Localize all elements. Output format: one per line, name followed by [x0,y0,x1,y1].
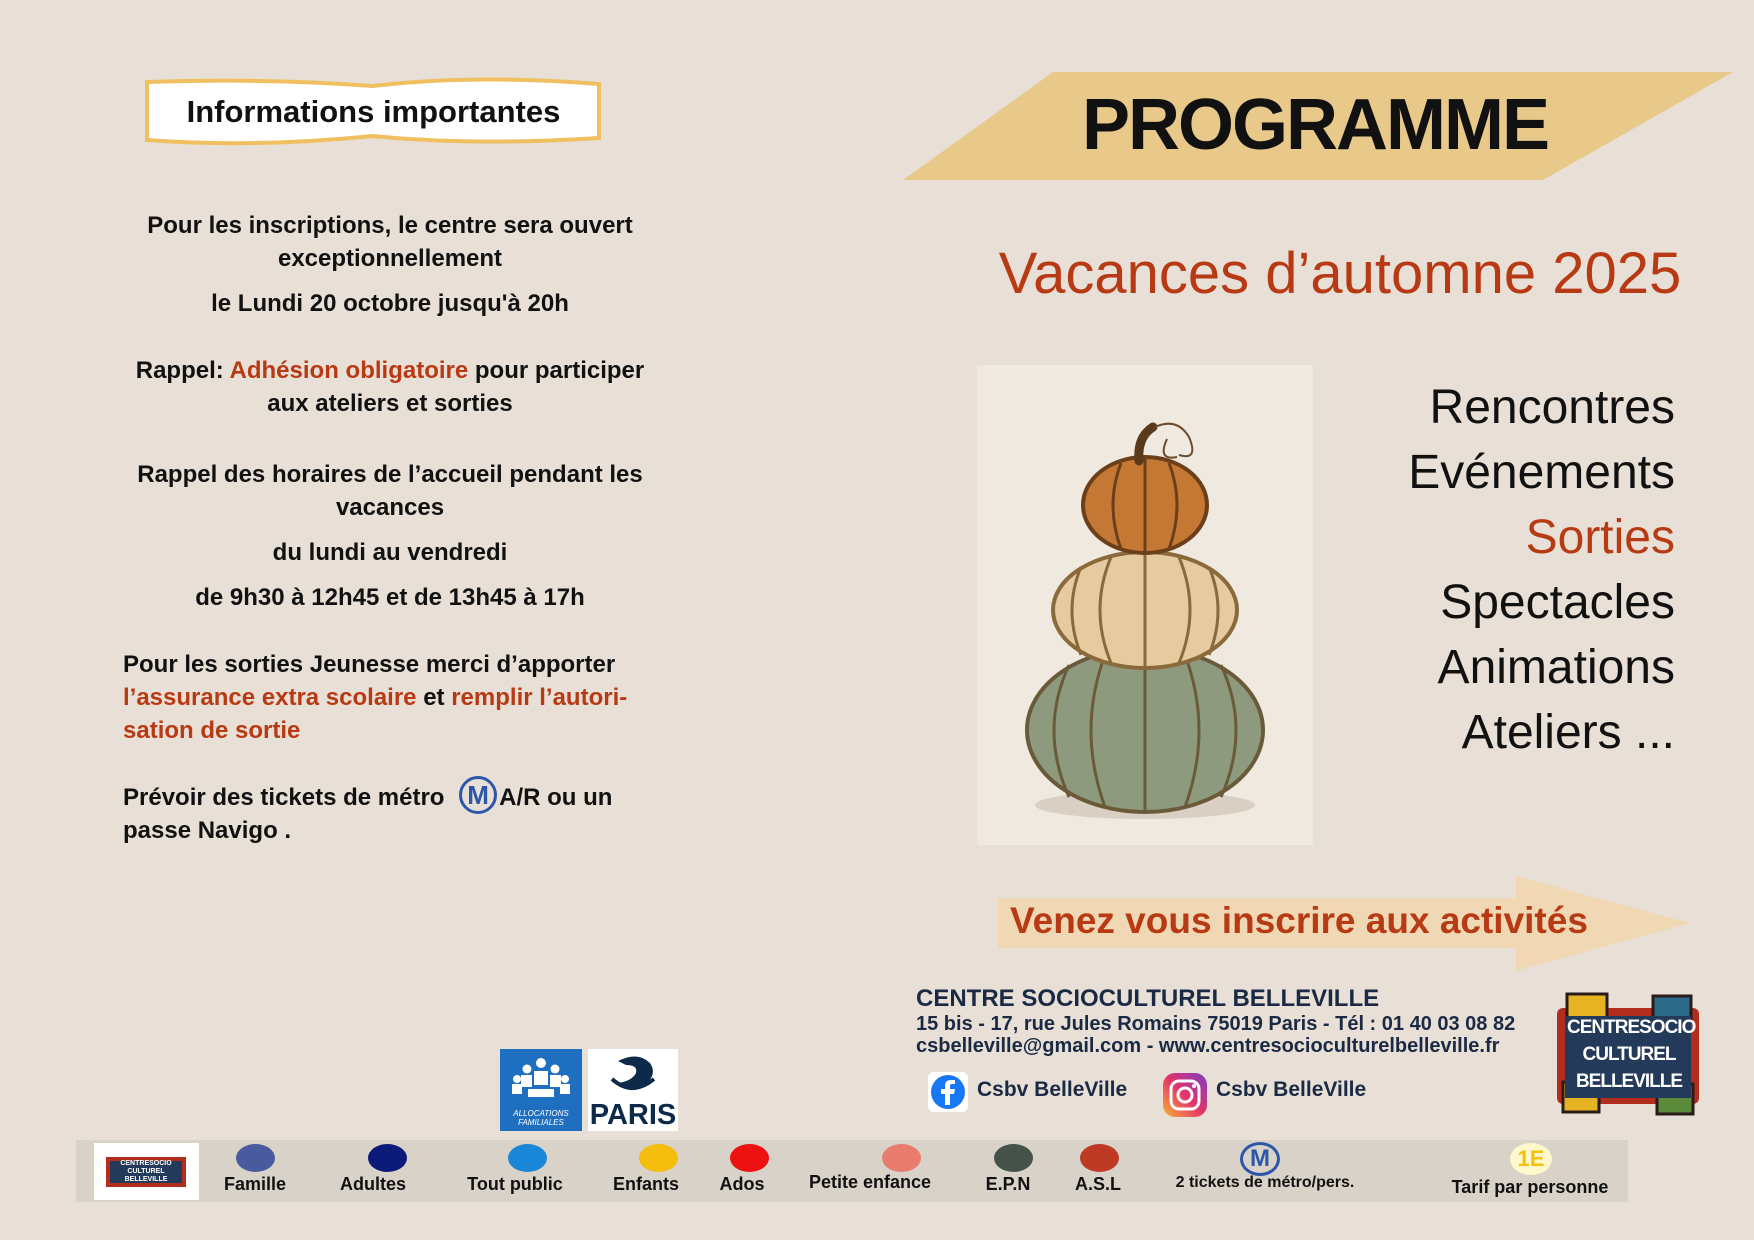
paris-ship-icon [588,1049,678,1099]
metro-icon [459,776,497,814]
rappel-line-2: aux ateliers et sorties [267,390,513,417]
centre-contact[interactable]: csbelleville@gmail.com - www.centresocioculturelbelleville.fr [916,1035,1500,1057]
activities-list [1380,380,1675,780]
centre-name: CENTRE SOCIOCULTUREL BELLEVILLE [916,985,1380,1012]
legend-dot-petite-enfance [882,1144,921,1172]
legend-label-adultes: Adultes [339,1174,406,1194]
horaires-line-2: vacances [335,494,445,521]
horaires-line-1: Rappel des horaires de l’accueil pendant les [137,461,643,488]
logo-line-2: CULTUREL [1582,1044,1676,1065]
paris-logo [588,1049,678,1131]
legend-label-ados: Ados [719,1174,765,1194]
instagram-icon[interactable] [1162,1072,1208,1118]
legend-label-petite-enfance: Petite enfance [808,1172,932,1192]
activity-rencontres: Rencontres [1429,381,1675,434]
legend-logo-line-2: CULTUREL [127,1168,165,1175]
adhesion-highlight: Adhésion obligatoire [229,357,469,384]
legend-dot-epn [994,1144,1033,1172]
caf-logo [500,1049,582,1131]
legend-label-tout-public: Tout public [467,1174,563,1194]
legend-metro-icon [1240,1142,1280,1176]
inscriptions-text [100,209,680,275]
rappel-prefix: Rappel: [135,357,230,384]
caf-text-1: ALLOCATIONS [513,1109,569,1118]
programme-title: PROGRAMME [1082,85,1548,165]
legend-label-tickets: 2 tickets de métro/pers. [1175,1174,1355,1191]
horaires-text [100,458,680,524]
activity-animations: Animations [1437,641,1675,694]
legend-label-asl: A.S.L [1074,1174,1121,1194]
autorisation-highlight-a: remplir l’autori- [451,684,628,711]
sorties-line-1: Pour les sorties Jeunesse merci d’apporter [123,651,616,678]
sorties-mid: et [416,684,452,711]
pumpkin-illustration [977,365,1313,845]
metro-line-2: passe Navigo . [123,817,292,844]
metro-suffix: A/R ou un [499,784,613,811]
instagram-handle[interactable]: Csbv BelleVille [1216,1078,1367,1101]
metro-text [123,781,723,847]
legend-dot-asl [1080,1144,1119,1172]
vacances-title: Vacances d’automne 2025 [998,241,1682,306]
facebook-handle[interactable]: Csbv BelleVille [977,1078,1128,1101]
legend-tarif-badge: 1E [1510,1143,1552,1175]
sorties-jeunesse-text [123,648,703,747]
legend-logo-line-1: CENTRESOCIO [120,1160,172,1167]
cta-text: Venez vous inscrire aux activités [1010,900,1588,941]
legend-csbv-logo [94,1143,199,1200]
legend-label-tarif: Tarif par personne [1451,1177,1609,1197]
legend-dot-enfants [639,1144,678,1172]
rappel-adhesion [100,354,680,420]
metro-prefix: Prévoir des tickets de métro [123,784,445,811]
inscriptions-line-1: Pour les inscriptions, le centre sera ouvert [147,212,633,239]
csbv-logo [1553,986,1703,1120]
legend-label-epn: E.P.N [985,1174,1031,1194]
centre-address: 15 bis - 17, rue Jules Romains 75019 Paris - Tél : 01 40 03 08 82 [916,1013,1516,1035]
autorisation-highlight-b: sation de sortie [123,717,301,744]
rappel-suffix: pour participer [468,357,645,384]
activity-spectacles: Spectacles [1440,576,1675,629]
rappel-line-1 [100,354,680,387]
activity-sorties: Sorties [1525,511,1675,564]
paris-text: PARIS [589,1099,677,1131]
legend-dot-adultes [368,1144,407,1172]
legend-dot-ados [730,1144,769,1172]
caf-text-2: FAMILIALES [518,1118,564,1127]
legend-dot-famille [236,1144,275,1172]
inscriptions-line-2: exceptionnellement [277,245,503,272]
info-title-banner [143,76,604,147]
legend-label-enfants: Enfants [612,1174,679,1194]
legend-label-famille: Famille [223,1174,287,1194]
inscriptions-date: le Lundi 20 octobre jusqu'à 20h [211,290,569,317]
legend-metro-letter: M [1250,1145,1270,1172]
legend-dot-tout-public [508,1144,547,1172]
facebook-icon[interactable] [928,1072,968,1112]
logo-line-3: BELLEVILLE [1575,1071,1683,1092]
assurance-highlight: l’assurance extra scolaire [123,684,417,711]
activity-evenements: Evénements [1408,446,1675,499]
pumpkin-stack-icon [977,365,1313,845]
sorties-line-2 [123,681,703,714]
horaires-hours: de 9h30 à 12h45 et de 13h45 à 17h [195,584,585,611]
metro-letter: M [467,779,489,810]
logo-line-1: CENTRESOCIO [1567,1017,1696,1038]
caf-family-icon [500,1049,582,1109]
legend-logo-line-3: BELLEVILLE [124,1176,168,1183]
activity-ateliers: Ateliers ... [1461,706,1675,759]
info-title-text: Informations importantes [186,94,561,129]
horaires-days: du lundi au vendredi [272,539,508,566]
